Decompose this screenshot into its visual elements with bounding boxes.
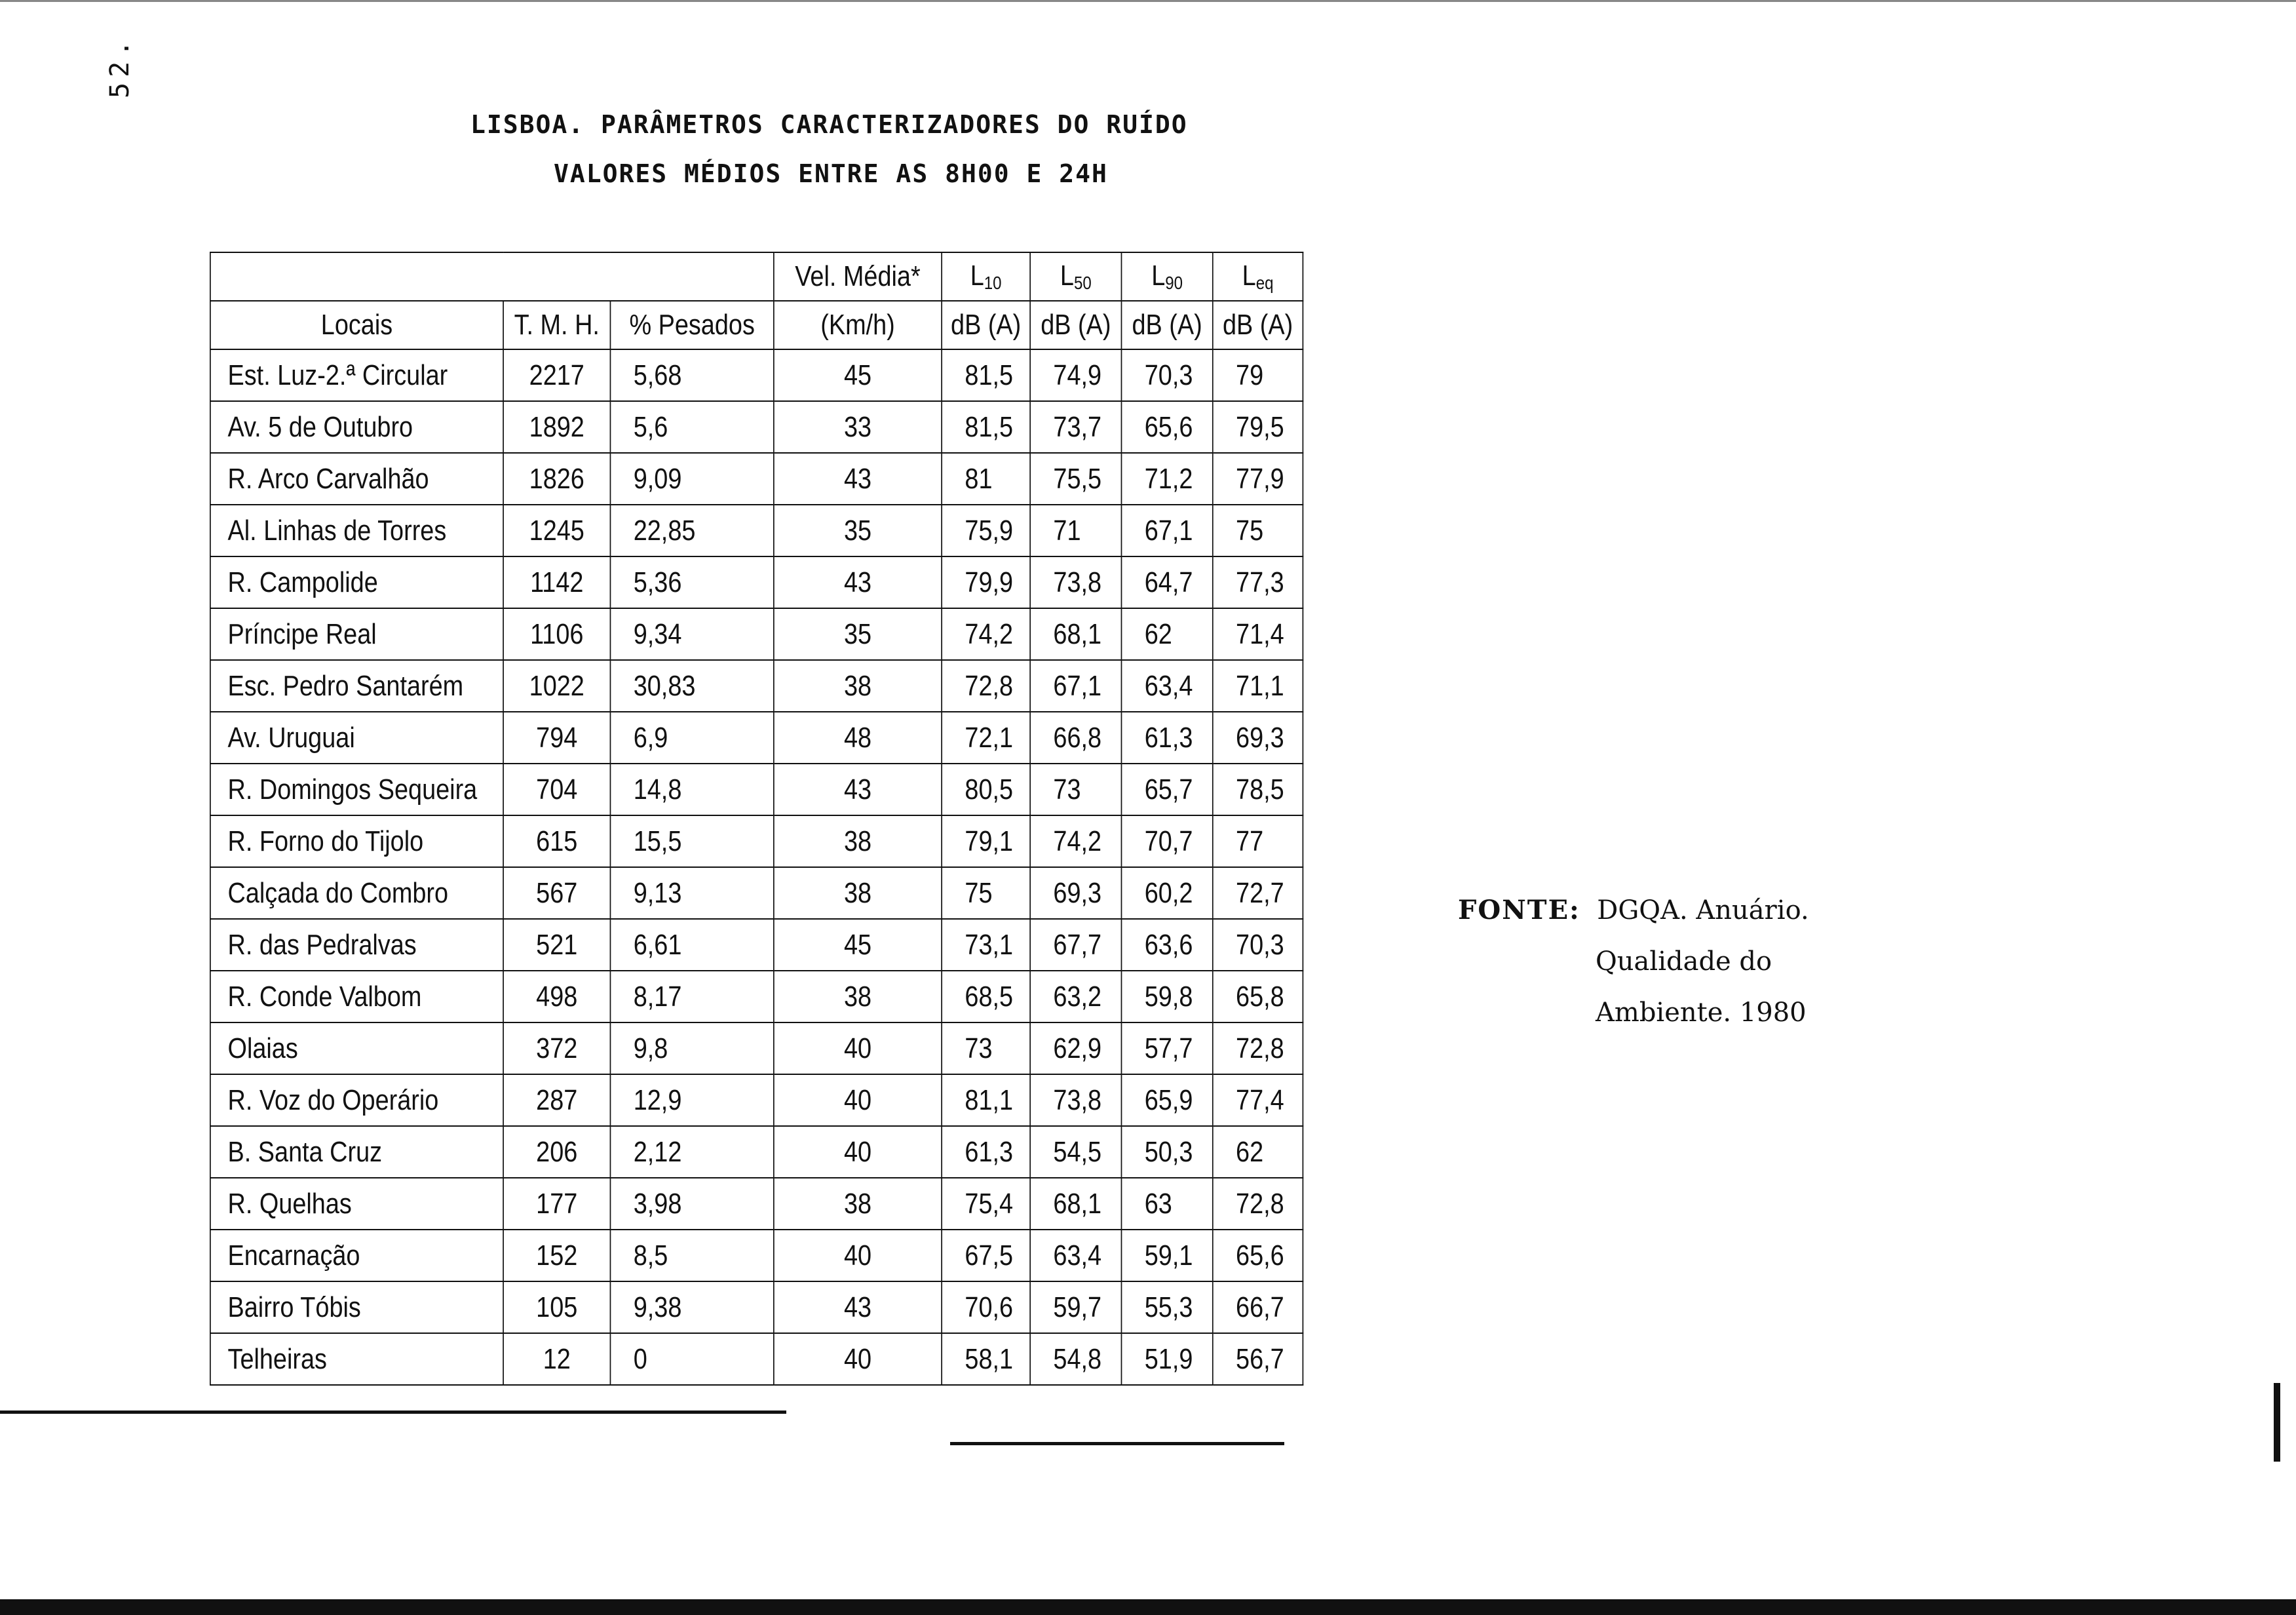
cell-tmh: 206 — [503, 1126, 610, 1178]
table-row — [210, 1230, 1303, 1281]
cell-tmh: 521 — [503, 919, 610, 971]
cell-tmh: 12 — [503, 1333, 610, 1385]
table-row — [210, 1281, 1303, 1333]
cell-tmh: 794 — [503, 712, 610, 764]
cell-l50: 75,5 — [1030, 453, 1121, 505]
cell-location: Encarnação — [210, 1230, 503, 1281]
cell-vel: 40 — [774, 1126, 942, 1178]
cell-location: R. Quelhas — [210, 1178, 503, 1230]
table-row — [210, 453, 1303, 505]
cell-tmh: 615 — [503, 815, 610, 867]
cell-tmh: 287 — [503, 1074, 610, 1126]
cell-l10: 75,4 — [942, 1178, 1030, 1230]
cell-vel: 43 — [774, 764, 942, 815]
table-row — [210, 712, 1303, 764]
cell-location: R. Voz do Operário — [210, 1074, 503, 1126]
header-l10: $L_{10}$ — [942, 252, 1030, 301]
cell-vel: 38 — [774, 660, 942, 712]
cell-pesados: 6,61 — [610, 919, 773, 971]
cell-l10: 73 — [942, 1022, 1030, 1074]
cell-l10: 81,5 — [942, 349, 1030, 401]
source-line-2: Qualidade do — [1596, 946, 1772, 977]
table-row — [210, 349, 1303, 401]
cell-tmh: 498 — [503, 971, 610, 1022]
cell-pesados: 5,68 — [610, 349, 773, 401]
cell-l10: 81 — [942, 453, 1030, 505]
table-row — [210, 660, 1303, 712]
table-row — [210, 1126, 1303, 1178]
cell-pesados: 9,38 — [610, 1281, 773, 1333]
cell-vel: 40 — [774, 1333, 942, 1385]
cell-leq: 72,8 — [1213, 1022, 1303, 1074]
cell-l90: 63,6 — [1121, 919, 1212, 971]
cell-l50: 71 — [1030, 505, 1121, 556]
header-db-l10: dB (A) — [942, 301, 1030, 349]
cell-location: Olaias — [210, 1022, 503, 1074]
cell-vel: 35 — [774, 608, 942, 660]
header-leq: $L_{eq}$ — [1213, 252, 1303, 301]
cell-vel: 43 — [774, 1281, 942, 1333]
header-db-l50: dB (A) — [1030, 301, 1121, 349]
cell-vel: 48 — [774, 712, 942, 764]
cell-l90: 51,9 — [1121, 1333, 1212, 1385]
cell-l50: 69,3 — [1030, 867, 1121, 919]
header-row-bottom — [210, 301, 1303, 349]
cell-leq: 77,4 — [1213, 1074, 1303, 1126]
cell-location: Av. 5 de Outubro — [210, 401, 503, 453]
cell-location: Esc. Pedro Santarém — [210, 660, 503, 712]
cell-tmh: 1106 — [503, 608, 610, 660]
cell-l10: 72,8 — [942, 660, 1030, 712]
cell-pesados: 15,5 — [610, 815, 773, 867]
cell-l50: 59,7 — [1030, 1281, 1121, 1333]
cell-vel: 38 — [774, 1178, 942, 1230]
cell-l50: 73,7 — [1030, 401, 1121, 453]
cell-l90: 60,2 — [1121, 867, 1212, 919]
cell-location: R. Conde Valbom — [210, 971, 503, 1022]
cell-vel: 43 — [774, 556, 942, 608]
cell-location: R. Forno do Tijolo — [210, 815, 503, 867]
cell-l50: 73,8 — [1030, 1074, 1121, 1126]
cell-l10: 61,3 — [942, 1126, 1030, 1178]
cell-location: R. Domingos Sequeira — [210, 764, 503, 815]
cell-l10: 80,5 — [942, 764, 1030, 815]
table-row — [210, 867, 1303, 919]
cell-tmh: 105 — [503, 1281, 610, 1333]
table-row — [210, 1178, 1303, 1230]
cell-location: Príncipe Real — [210, 608, 503, 660]
cell-pesados: 30,83 — [610, 660, 773, 712]
cell-l10: 81,1 — [942, 1074, 1030, 1126]
source-line-3: Ambiente. 1980 — [1596, 998, 1807, 1028]
cell-location: R. das Pedralvas — [210, 919, 503, 971]
table-row — [210, 1022, 1303, 1074]
cell-l50: 63,4 — [1030, 1230, 1121, 1281]
table-row — [210, 505, 1303, 556]
header-locais: Locais — [210, 301, 503, 349]
cell-leq: 79 — [1213, 349, 1303, 401]
header-db-l90: dB (A) — [1121, 301, 1212, 349]
cell-tmh: 177 — [503, 1178, 610, 1230]
cell-l90: 64,7 — [1121, 556, 1212, 608]
cell-leq: 71,4 — [1213, 608, 1303, 660]
header-db-leq: dB (A) — [1213, 301, 1303, 349]
cell-pesados: 5,6 — [610, 401, 773, 453]
header-tmh: T. M. H. — [503, 301, 610, 349]
cell-l50: 67,1 — [1030, 660, 1121, 712]
table-row — [210, 815, 1303, 867]
cell-l50: 54,5 — [1030, 1126, 1121, 1178]
cell-pesados: 6,9 — [610, 712, 773, 764]
cell-l50: 62,9 — [1030, 1022, 1121, 1074]
source-label: FONTE: — [1458, 895, 1580, 925]
cell-pesados: 3,98 — [610, 1178, 773, 1230]
cell-l50: 74,2 — [1030, 815, 1121, 867]
cell-l50: 66,8 — [1030, 712, 1121, 764]
table-row — [210, 608, 1303, 660]
scan-top-edge — [0, 0, 2296, 2]
cell-l90: 71,2 — [1121, 453, 1212, 505]
cell-l90: 65,6 — [1121, 401, 1212, 453]
cell-l50: 73,8 — [1030, 556, 1121, 608]
cell-tmh: 1142 — [503, 556, 610, 608]
cell-l90: 65,7 — [1121, 764, 1212, 815]
cell-tmh: 1245 — [503, 505, 610, 556]
cell-leq: 77,9 — [1213, 453, 1303, 505]
cell-location: Av. Uruguai — [210, 712, 503, 764]
cell-tmh: 567 — [503, 867, 610, 919]
table-row — [210, 1333, 1303, 1385]
cell-location: Est. Luz-2.ª Circular — [210, 349, 503, 401]
cell-leq: 62 — [1213, 1126, 1303, 1178]
header-kmh: (Km/h) — [774, 301, 942, 349]
cell-tmh: 372 — [503, 1022, 610, 1074]
cell-vel: 40 — [774, 1022, 942, 1074]
cell-leq: 79,5 — [1213, 401, 1303, 453]
cell-l90: 70,3 — [1121, 349, 1212, 401]
cell-leq: 72,7 — [1213, 867, 1303, 919]
scan-bottom-bar — [0, 1599, 2296, 1615]
cell-location: Bairro Tóbis — [210, 1281, 503, 1333]
cell-l50: 74,9 — [1030, 349, 1121, 401]
title-line-1: LISBOA. PARÂMETROS CARACTERIZADORES DO RUÍDO — [470, 110, 1188, 139]
page-number: 52. — [105, 35, 135, 98]
cell-vel: 40 — [774, 1074, 942, 1126]
cell-location: R. Campolide — [210, 556, 503, 608]
cell-pesados: 0 — [610, 1333, 773, 1385]
cell-l90: 63,4 — [1121, 660, 1212, 712]
cell-vel: 40 — [774, 1230, 942, 1281]
cell-pesados: 12,9 — [610, 1074, 773, 1126]
table-row — [210, 556, 1303, 608]
cell-pesados: 9,34 — [610, 608, 773, 660]
cell-pesados: 2,12 — [610, 1126, 773, 1178]
cell-pesados: 8,5 — [610, 1230, 773, 1281]
cell-pesados: 9,8 — [610, 1022, 773, 1074]
cell-l90: 63 — [1121, 1178, 1212, 1230]
cell-leq: 72,8 — [1213, 1178, 1303, 1230]
cell-location: Calçada do Combro — [210, 867, 503, 919]
cell-pesados: 14,8 — [610, 764, 773, 815]
cell-leq: 69,3 — [1213, 712, 1303, 764]
cell-l90: 67,1 — [1121, 505, 1212, 556]
cell-pesados: 22,85 — [610, 505, 773, 556]
cell-leq: 65,8 — [1213, 971, 1303, 1022]
cell-l50: 73 — [1030, 764, 1121, 815]
cell-location: Al. Linhas de Torres — [210, 505, 503, 556]
cell-leq: 78,5 — [1213, 764, 1303, 815]
cell-l90: 62 — [1121, 608, 1212, 660]
cell-l10: 81,5 — [942, 401, 1030, 453]
cell-vel: 43 — [774, 453, 942, 505]
source-note — [1458, 885, 1809, 1038]
cell-tmh: 1892 — [503, 401, 610, 453]
cell-vel: 38 — [774, 815, 942, 867]
cell-l50: 63,2 — [1030, 971, 1121, 1022]
cell-leq: 70,3 — [1213, 919, 1303, 971]
cell-location: Telheiras — [210, 1333, 503, 1385]
cell-leq: 75 — [1213, 505, 1303, 556]
header-blank-cell — [210, 252, 774, 301]
cell-leq: 77 — [1213, 815, 1303, 867]
cell-leq: 71,1 — [1213, 660, 1303, 712]
cell-l90: 65,9 — [1121, 1074, 1212, 1126]
cell-l10: 70,6 — [942, 1281, 1030, 1333]
table-row — [210, 401, 1303, 453]
cell-leq: 56,7 — [1213, 1333, 1303, 1385]
cell-l10: 79,1 — [942, 815, 1030, 867]
cell-leq: 66,7 — [1213, 1281, 1303, 1333]
cell-l10: 72,1 — [942, 712, 1030, 764]
header-pesados: % Pesados — [610, 301, 773, 349]
cell-tmh: 704 — [503, 764, 610, 815]
cell-vel: 38 — [774, 971, 942, 1022]
header-vel: Vel. Média* — [774, 252, 942, 301]
cell-tmh: 2217 — [503, 349, 610, 401]
cell-l10: 74,2 — [942, 608, 1030, 660]
cell-l90: 57,7 — [1121, 1022, 1212, 1074]
cell-pesados: 5,36 — [610, 556, 773, 608]
table-row — [210, 919, 1303, 971]
cell-l50: 68,1 — [1030, 1178, 1121, 1230]
cell-l90: 70,7 — [1121, 815, 1212, 867]
cell-leq: 77,3 — [1213, 556, 1303, 608]
title-line-2: VALORES MÉDIOS ENTRE AS 8H00 E 24H — [554, 159, 1108, 188]
cell-tmh: 1826 — [503, 453, 610, 505]
cell-l90: 59,8 — [1121, 971, 1212, 1022]
cell-l10: 75,9 — [942, 505, 1030, 556]
cell-pesados: 8,17 — [610, 971, 773, 1022]
cell-pesados: 9,09 — [610, 453, 773, 505]
scan-rule-left — [0, 1411, 786, 1414]
cell-l90: 55,3 — [1121, 1281, 1212, 1333]
cell-l10: 73,1 — [942, 919, 1030, 971]
cell-location: R. Arco Carvalhão — [210, 453, 503, 505]
cell-l50: 68,1 — [1030, 608, 1121, 660]
cell-pesados: 9,13 — [610, 867, 773, 919]
cell-l50: 54,8 — [1030, 1333, 1121, 1385]
header-l90: $L_{90}$ — [1121, 252, 1212, 301]
cell-l90: 61,3 — [1121, 712, 1212, 764]
cell-l10: 75 — [942, 867, 1030, 919]
source-line-1: DGQA. Anuário. — [1597, 895, 1809, 925]
cell-l50: 67,7 — [1030, 919, 1121, 971]
cell-l10: 67,5 — [942, 1230, 1030, 1281]
cell-vel: 38 — [774, 867, 942, 919]
scan-rule-right — [950, 1442, 1284, 1445]
cell-l90: 59,1 — [1121, 1230, 1212, 1281]
noise-table — [210, 252, 1303, 1386]
table-row — [210, 971, 1303, 1022]
cell-leq: 65,6 — [1213, 1230, 1303, 1281]
cell-l10: 58,1 — [942, 1333, 1030, 1385]
cell-vel: 35 — [774, 505, 942, 556]
scan-right-mark — [2274, 1383, 2280, 1462]
cell-vel: 45 — [774, 349, 942, 401]
header-l50: $L_{50}$ — [1030, 252, 1121, 301]
cell-vel: 33 — [774, 401, 942, 453]
table-row — [210, 764, 1303, 815]
cell-l10: 68,5 — [942, 971, 1030, 1022]
cell-vel: 45 — [774, 919, 942, 971]
cell-l10: 79,9 — [942, 556, 1030, 608]
header-row-top — [210, 252, 1303, 301]
cell-l90: 50,3 — [1121, 1126, 1212, 1178]
cell-tmh: 152 — [503, 1230, 610, 1281]
cell-tmh: 1022 — [503, 660, 610, 712]
table-row — [210, 1074, 1303, 1126]
cell-location: B. Santa Cruz — [210, 1126, 503, 1178]
